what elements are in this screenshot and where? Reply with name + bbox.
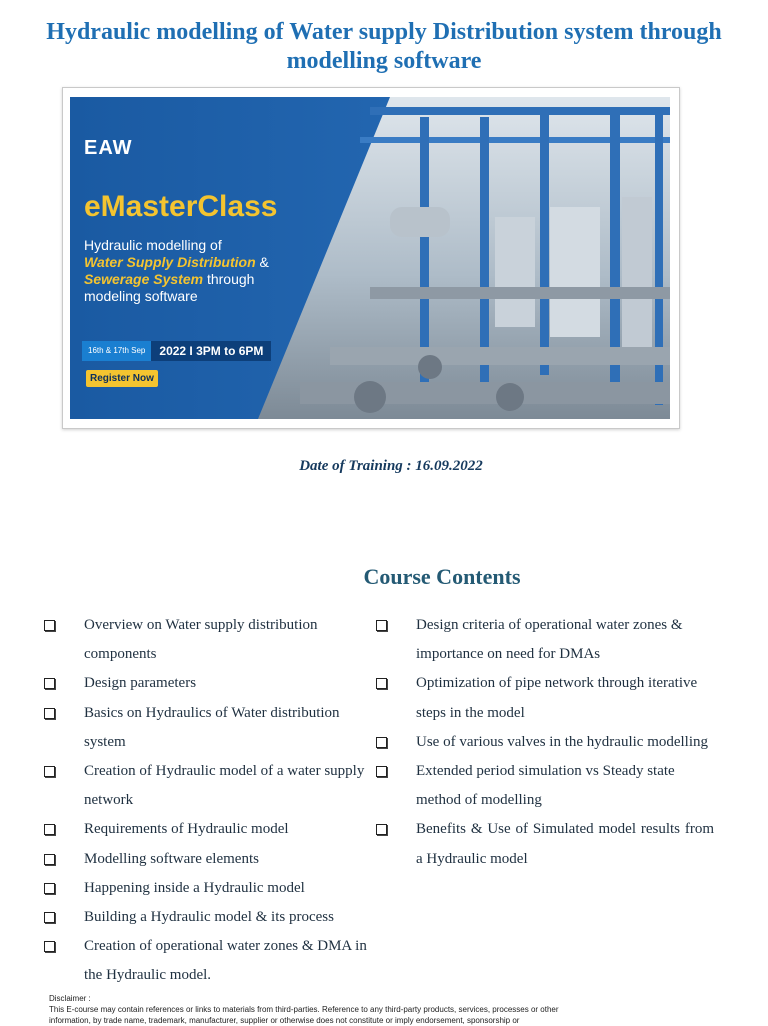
list-item: Basics on Hydraulics of Water distribution system xyxy=(44,699,384,757)
disclaimer-text-line: information, by trade name, trademark, manufacturer, supplier or otherwise does not constitute or imply endorsement, sponsorship or xyxy=(49,1016,520,1025)
list-item: Modelling software elements xyxy=(44,845,384,874)
disclaimer-heading: Disclaimer : xyxy=(49,994,91,1003)
brand-logo: EAW xyxy=(84,137,133,159)
banner-date xyxy=(82,341,271,361)
list-item: Use of various valves in the hydraulic modelling xyxy=(376,728,714,757)
section-title: Course Contents xyxy=(363,564,521,589)
list-item: Extended period simulation vs Steady state method of modelling xyxy=(376,757,714,815)
checkbox-bullet-icon xyxy=(44,620,55,631)
banner-description: Hydraulic modelling of Water Supply Distribution & Sewerage System through modeling software xyxy=(84,237,269,304)
checkbox-bullet-icon xyxy=(376,824,387,835)
checkbox-bullet-icon xyxy=(376,737,387,748)
checkbox-bullet-icon xyxy=(44,678,55,689)
list-item: Benefits & Use of Simulated model results from a Hydraulic model xyxy=(376,815,714,873)
list-item: Creation of Hydraulic model of a water supply network xyxy=(44,757,384,815)
checkbox-bullet-icon xyxy=(44,824,55,835)
checkbox-bullet-icon xyxy=(376,766,387,777)
register-now-button[interactable]: Register Now xyxy=(86,370,158,387)
page-title: Hydraulic modelling of Water supply Distribution system through modelling software xyxy=(46,19,722,74)
list-item: Building a Hydraulic model & its process xyxy=(44,903,384,932)
banner-date-time: 2022 I 3PM to 6PM xyxy=(151,341,271,361)
checkbox-bullet-icon xyxy=(44,912,55,923)
course-list-right xyxy=(376,611,714,874)
checkbox-bullet-icon xyxy=(44,941,55,952)
emasterclass-banner[interactable] xyxy=(70,97,670,419)
list-item: Creation of operational water zones & DMA in the Hydraulic model. xyxy=(44,932,384,990)
disclaimer-text-line: This E-course may contain references or links to materials from third-parties. Reference to any third-party products, services, processes or other xyxy=(49,1005,559,1014)
checkbox-bullet-icon xyxy=(376,620,387,631)
list-item: Requirements of Hydraulic model xyxy=(44,815,384,844)
checkbox-bullet-icon xyxy=(44,883,55,894)
list-item: Overview on Water supply distribution components xyxy=(44,611,384,669)
banner-date-days: 16th & 17th Sep xyxy=(82,341,151,361)
list-item: Design criteria of operational water zones & importance on need for DMAs xyxy=(376,611,714,669)
list-item: Design parameters xyxy=(44,669,384,698)
list-item: Happening inside a Hydraulic model xyxy=(44,874,384,903)
list-item: Optimization of pipe network through iterative steps in the model xyxy=(376,669,714,727)
course-list-left xyxy=(44,611,384,991)
training-date: Date of Training : 16.09.2022 xyxy=(299,458,483,474)
checkbox-bullet-icon xyxy=(44,766,55,777)
checkbox-bullet-icon xyxy=(376,678,387,689)
disclaimer xyxy=(49,993,709,1026)
banner-heading: eMasterClass xyxy=(84,190,278,223)
checkbox-bullet-icon xyxy=(44,708,55,719)
checkbox-bullet-icon xyxy=(44,854,55,865)
